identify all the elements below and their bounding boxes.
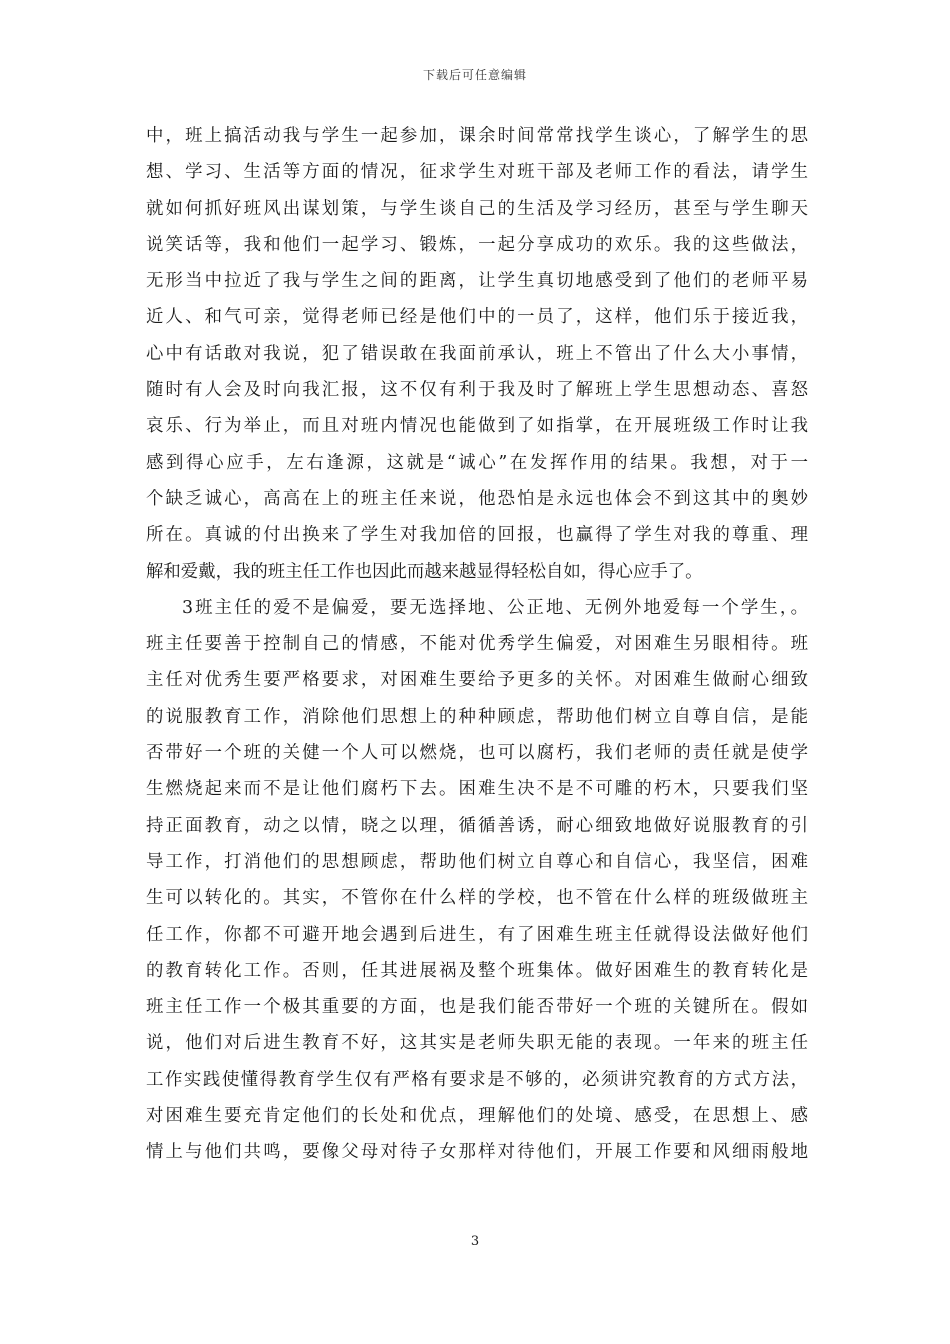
text-line: 工作实践使懂得教育学生仅有严格有要求是不够的，必须讲究教育的方式方法， — [146, 1069, 808, 1090]
text-line: 无形当中拉近了我与学生之间的距离，让学生真切地感受到了他们的老师平易 — [146, 271, 808, 292]
page-header: 下载后可任意编辑 — [422, 68, 527, 82]
text-line: 想、学习、生活等方面的情况，征求学生对班干部及老师工作的看法，请学生 — [146, 162, 808, 183]
text-line: 导工作，打消他们的思想顾虑，帮助他们树立自尊心和自信心，我坚信，困难 — [146, 851, 808, 872]
text-line: 感到得心应手，左右逢源，这就是“诚心”在发挥作用的结果。我想，对于一 — [146, 452, 808, 473]
text-line: 个缺乏诚心，高高在上的班主任来说，他恐怕是永远也体会不到这其中的奥妙 — [146, 488, 808, 509]
text-line: 持正面教育，动之以情，晓之以理，循循善诱，耐心细致地做好说服教育的引 — [146, 815, 808, 836]
text-line: 中，班上搞活动我与学生一起参加，课余时间常常找学生谈心，了解学生的思 — [146, 126, 808, 146]
text-line: 说，他们对后进生教育不好，这其实是老师失职无能的表现。一年来的班主任 — [146, 1033, 808, 1054]
text-line: 心中有话敢对我说，犯了错误敢在我面前承认，班上不管出了什么大小事情， — [146, 343, 808, 364]
page-number: 3 — [470, 1234, 480, 1249]
paragraph-start-line: 3班主任的爱不是偏爱，要无选择地、公正地、无例外地爱每一个学生，。 — [182, 597, 808, 618]
text-line: 的教育转化工作。否则，任其进展祸及整个班集体。做好困难生的教育转化是 — [146, 960, 808, 981]
text-line: 就如何抓好班风出谋划策，与学生谈自己的生活及学习经历，甚至与学生聊天 — [146, 198, 808, 219]
text-line: 任工作，你都不可避开地会遇到后进生，有了困难生班主任就得设法做好他们 — [146, 924, 808, 945]
text-line: 班主任工作一个极其重要的方面，也是我们能否带好一个班的关键所在。假如 — [146, 997, 808, 1018]
text-line: 说笑话等，我和他们一起学习、锻炼，一起分享成功的欢乐。我的这些做法， — [146, 234, 808, 255]
document-body — [146, 118, 808, 1171]
text-line: 的说服教育工作，消除他们思想上的种种顾虑，帮助他们树立自尊自信，是能 — [146, 706, 808, 727]
text-line: 生燃烧起来而不是让他们腐朽下去。困难生决不是不可雕的朽木，只要我们坚 — [146, 779, 808, 800]
text-line: 情上与他们共鸣，要像父母对待子女那样对待他们，开展工作要和风细雨般地 — [146, 1142, 808, 1163]
text-line: 随时有人会及时向我汇报，这不仅有利于我及时了解班上学生思想动态、喜怒 — [146, 380, 808, 401]
text-line: 所在。真诚的付出换来了学生对我加倍的回报，也赢得了学生对我的尊重、理 — [146, 525, 808, 546]
text-line: 哀乐、行为举止，而且对班内情况也能做到了如指掌，在开展班级工作时让我 — [146, 416, 808, 437]
text-line: 对困难生要充肯定他们的长处和优点，理解他们的处境、感受，在思想上、感 — [146, 1106, 808, 1127]
text-line: 主任对优秀生要严格要求，对困难生要给予更多的关怀。对困难生做耐心细致 — [146, 670, 808, 691]
text-line: 近人、和气可亲，觉得老师已经是他们中的一员了，这样，他们乐于接近我， — [146, 307, 808, 328]
text-line: 生可以转化的。其实，不管你在什么样的学校，也不管在什么样的班级做班主 — [146, 888, 808, 909]
text-line: 班主任要善于控制自己的情感，不能对优秀学生偏爱，对困难生另眼相待。班 — [146, 634, 808, 655]
text-line: 否带好一个班的关健一个人可以燃烧，也可以腐朽，我们老师的责任就是使学 — [146, 743, 808, 764]
paragraph-end-line: 解和爱戴，我的班主任工作也因此而越来越显得轻松自如，得心应手了。 — [146, 561, 703, 582]
